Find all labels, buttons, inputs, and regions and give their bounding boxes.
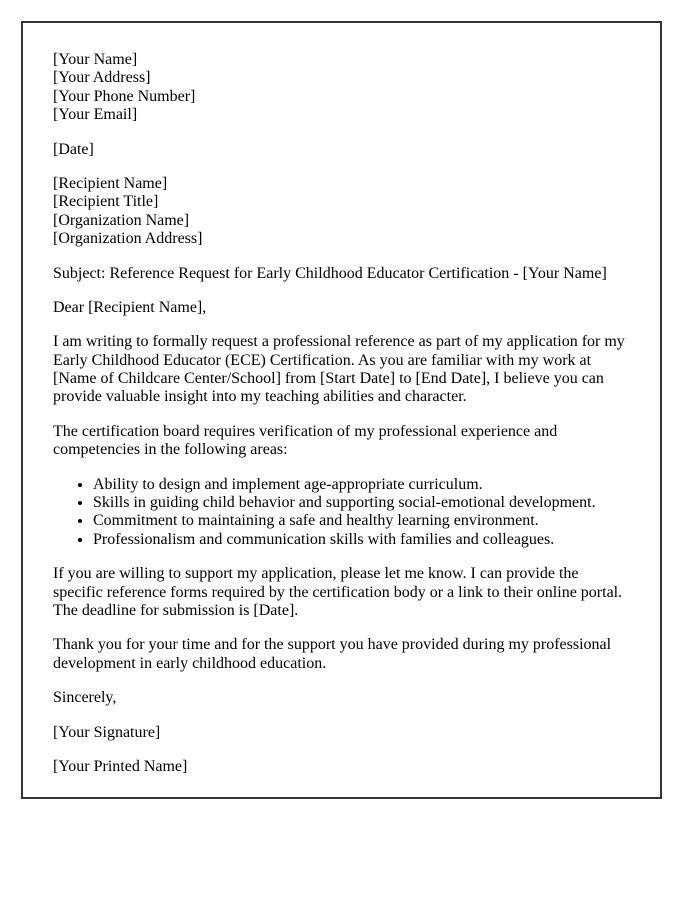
sender-address: [Your Address] [53, 69, 151, 87]
sender-phone: [Your Phone Number] [53, 87, 196, 105]
recipient-title: [Recipient Title] [53, 193, 159, 211]
sender-name: [Your Name] [53, 51, 138, 68]
signature-placeholder: [Your Signature] [53, 723, 161, 741]
subject-line: Subject: Reference Request for Early Childhood Educator Certification - [Your Name] [53, 264, 607, 282]
list-item: • Professionalism and communication skills with families and colleagues. [93, 531, 630, 549]
paragraph-thanks: Thank you for your time and for the support you have provided during my professional development in early childhood education. [53, 636, 612, 672]
paragraph-requirements: The certification board requires verification of my professional experience and competencies in the following areas: [53, 422, 558, 459]
letter-date: [Date] [53, 140, 94, 158]
sender-email: [Your Email] [53, 106, 138, 124]
organization-address: [Organization Address] [53, 230, 203, 248]
letter-document [21, 21, 662, 799]
paragraph-support: If you are willing to support my application, please let me know. I can provide the specific reference forms required by the certification body or a link to their online portal. The deadline for submission is [Date]. [53, 565, 623, 619]
printed-name-placeholder: [Your Printed Name] [53, 757, 188, 775]
organization-name: [Organization Name] [53, 211, 190, 229]
paragraph-intro: I am writing to formally request a professional reference as part of my application for my Early Childhood Educator (ECE) Certification. As you are familiar with my work at [Name of Childcare Center/School] from [Start Date] to [End Date], I believe you can provide valuable insight into my teaching abilities and character. [53, 333, 625, 406]
salutation: Dear [Recipient Name], [53, 298, 207, 316]
list-item: • Skills in guiding child behavior and supporting social-emotional development. [93, 494, 630, 512]
closing: Sincerely, [53, 689, 117, 707]
list-item: • Ability to design and implement age-appropriate curriculum. [93, 476, 630, 494]
recipient-address-block [53, 175, 630, 249]
competency-list [53, 476, 630, 550]
recipient-name: [Recipient Name] [53, 174, 168, 192]
list-item: • Commitment to maintaining a safe and healthy learning environment. [93, 512, 630, 530]
sender-address-block [53, 51, 630, 125]
